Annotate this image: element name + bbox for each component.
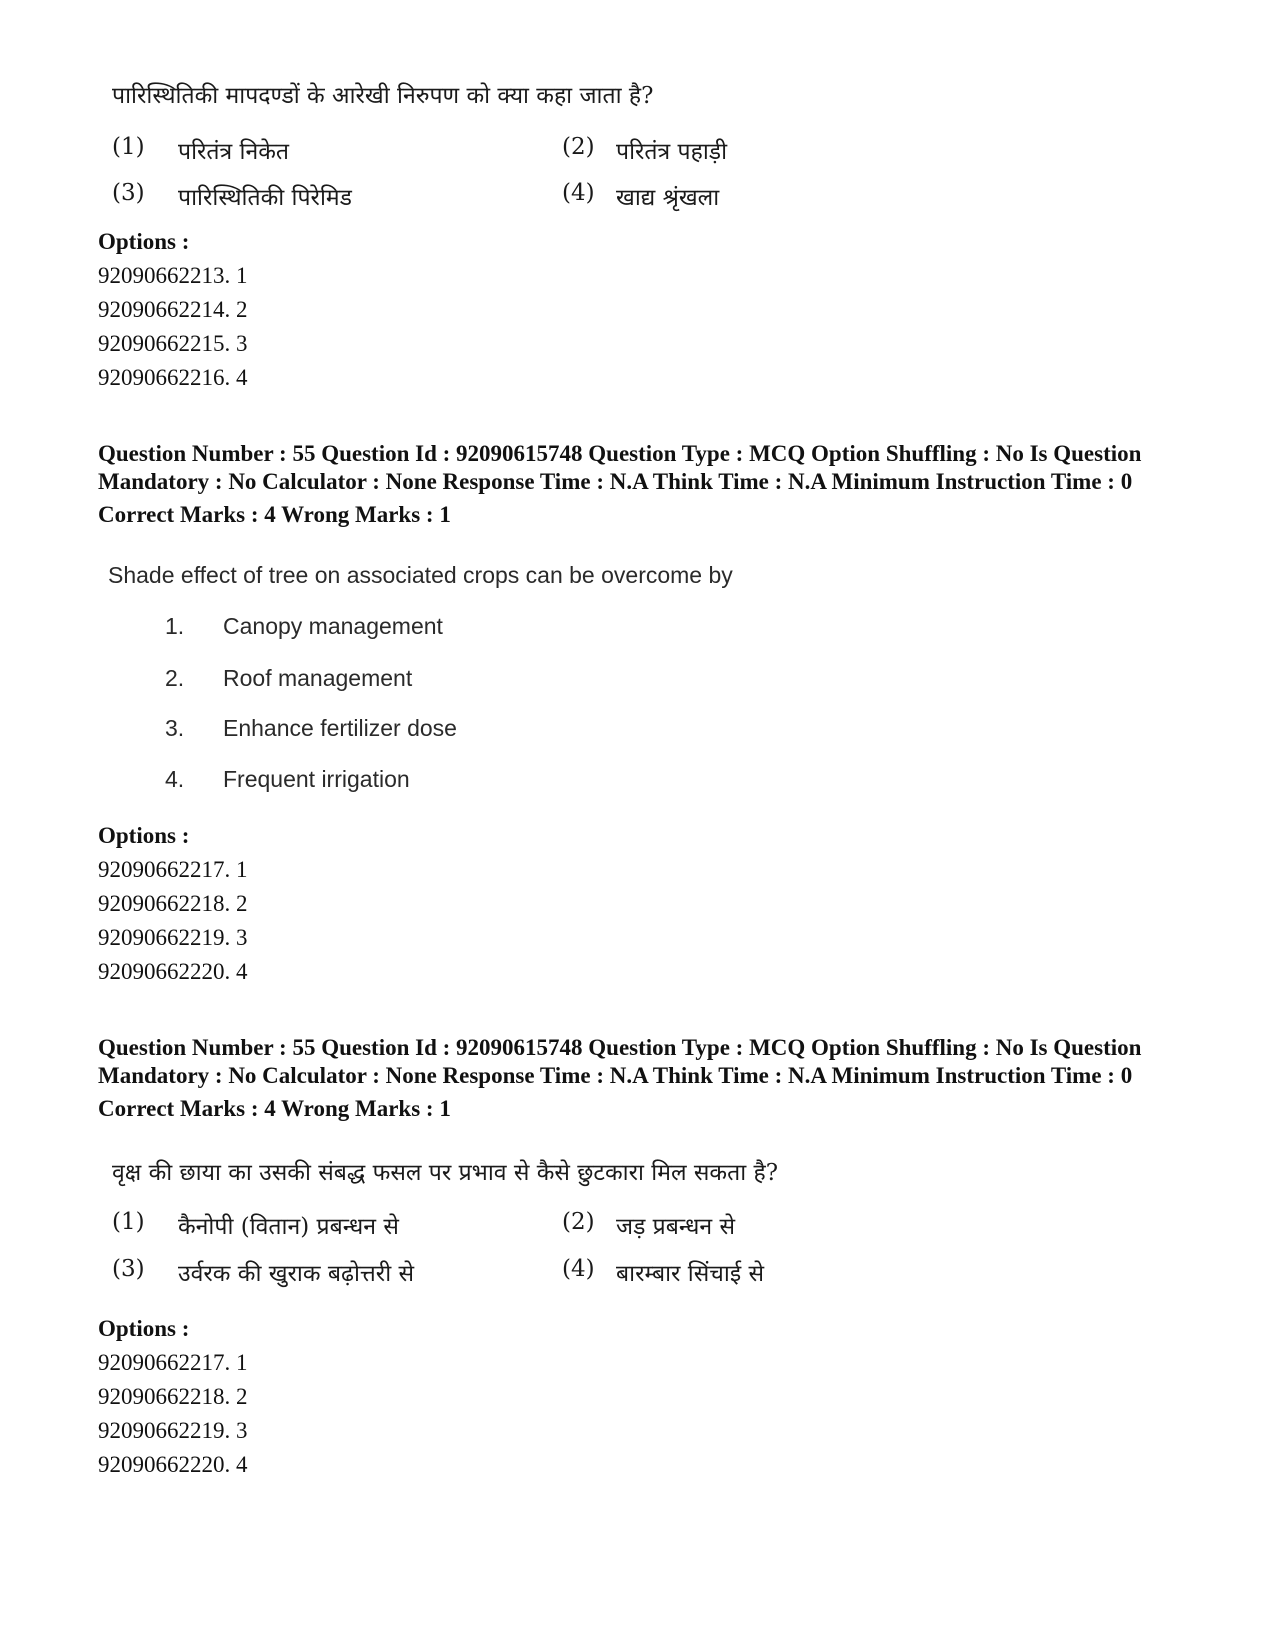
- question-text: पारिस्थितिकी मापदण्डों के आरेखी निरुपण को क्या कहा जाता है?: [112, 83, 654, 109]
- choice-item: [112, 180, 492, 212]
- choice-item: [562, 180, 942, 212]
- choice-item: [165, 715, 565, 745]
- options-label: Options :: [98, 229, 190, 254]
- choice-item: [165, 766, 565, 796]
- choice-text: खाद्य श्रृंखला: [616, 185, 720, 211]
- option-id: 92090662213. 1: [98, 263, 248, 288]
- choice-item: [562, 1256, 942, 1288]
- choice-text: उर्वरक की खुराक बढ़ोत्तरी से: [178, 1261, 415, 1287]
- choice-number: 1.: [165, 613, 185, 639]
- options-label: Options :: [98, 1316, 190, 1341]
- choice-number: (3): [112, 1256, 145, 1282]
- choice-item: [112, 134, 492, 166]
- choice-text: Frequent irrigation: [223, 766, 410, 792]
- choice-item: [165, 613, 565, 643]
- question-text: Shade effect of tree on associated crops can be overcome by: [108, 562, 733, 588]
- choice-item: [112, 1209, 532, 1241]
- choice-text: जड़ प्रबन्धन से: [616, 1214, 736, 1240]
- option-id: 92090662214. 2: [98, 297, 248, 322]
- option-id: 92090662217. 1: [98, 857, 248, 882]
- choice-item: [562, 1209, 942, 1241]
- choice-item: [165, 665, 565, 695]
- choice-number: 4.: [165, 766, 185, 792]
- choice-number: (1): [112, 134, 145, 160]
- question-marks: Correct Marks : 4 Wrong Marks : 1: [98, 1096, 451, 1121]
- question-text: वृक्ष की छाया का उसकी संबद्ध फसल पर प्रभाव से कैसे छुटकारा मिल सकता है?: [112, 1160, 779, 1186]
- option-id: 92090662220. 4: [98, 1452, 248, 1477]
- question-header: [98, 440, 1188, 532]
- choice-number: 3.: [165, 715, 185, 741]
- choice-text: कैनोपी (वितान) प्रबन्धन से: [178, 1214, 399, 1240]
- option-id: 92090662218. 2: [98, 891, 248, 916]
- options-block: [98, 819, 248, 989]
- options-label: Options :: [98, 823, 190, 848]
- options-block: [98, 225, 248, 395]
- option-id: 92090662215. 3: [98, 331, 248, 356]
- option-id: 92090662218. 2: [98, 1384, 248, 1409]
- option-id: 92090662216. 4: [98, 365, 248, 390]
- choice-number: 2.: [165, 665, 185, 691]
- question-marks: Correct Marks : 4 Wrong Marks : 1: [98, 502, 451, 527]
- option-id: 92090662220. 4: [98, 959, 248, 984]
- question-meta: Question Number : 55 Question Id : 92090615748 Question Type : MCQ Option Shuffling : No Is Question Mandatory : No Calculator : None Response Time : N.A Think Time : N.A Minimum Instruction Time : 0: [98, 1035, 1142, 1088]
- options-block: [98, 1312, 248, 1482]
- choice-text: बारम्बार सिंचाई से: [616, 1261, 764, 1287]
- question-header: [98, 1034, 1188, 1126]
- choice-text: पारिस्थितिकी पिरेमिड: [178, 185, 352, 211]
- choice-number: (2): [562, 1209, 595, 1235]
- choice-number: (1): [112, 1209, 145, 1235]
- choice-text: Canopy management: [223, 613, 443, 639]
- choice-text: परितंत्र निकेत: [178, 139, 290, 165]
- choice-text: Roof management: [223, 665, 413, 691]
- option-id: 92090662217. 1: [98, 1350, 248, 1375]
- choice-text: Enhance fertilizer dose: [223, 715, 457, 741]
- choice-number: (4): [562, 1256, 595, 1282]
- option-id: 92090662219. 3: [98, 1418, 248, 1443]
- choice-number: (2): [562, 134, 595, 160]
- choice-item: [562, 134, 942, 166]
- choice-number: (4): [562, 180, 595, 206]
- choice-number: (3): [112, 180, 145, 206]
- choice-item: [112, 1256, 532, 1288]
- option-id: 92090662219. 3: [98, 925, 248, 950]
- question-meta: Question Number : 55 Question Id : 92090615748 Question Type : MCQ Option Shuffling : No Is Question Mandatory : No Calculator : None Response Time : N.A Think Time : N.A Minimum Instruction Time : 0: [98, 441, 1142, 494]
- choice-text: परितंत्र पहाड़ी: [616, 139, 728, 165]
